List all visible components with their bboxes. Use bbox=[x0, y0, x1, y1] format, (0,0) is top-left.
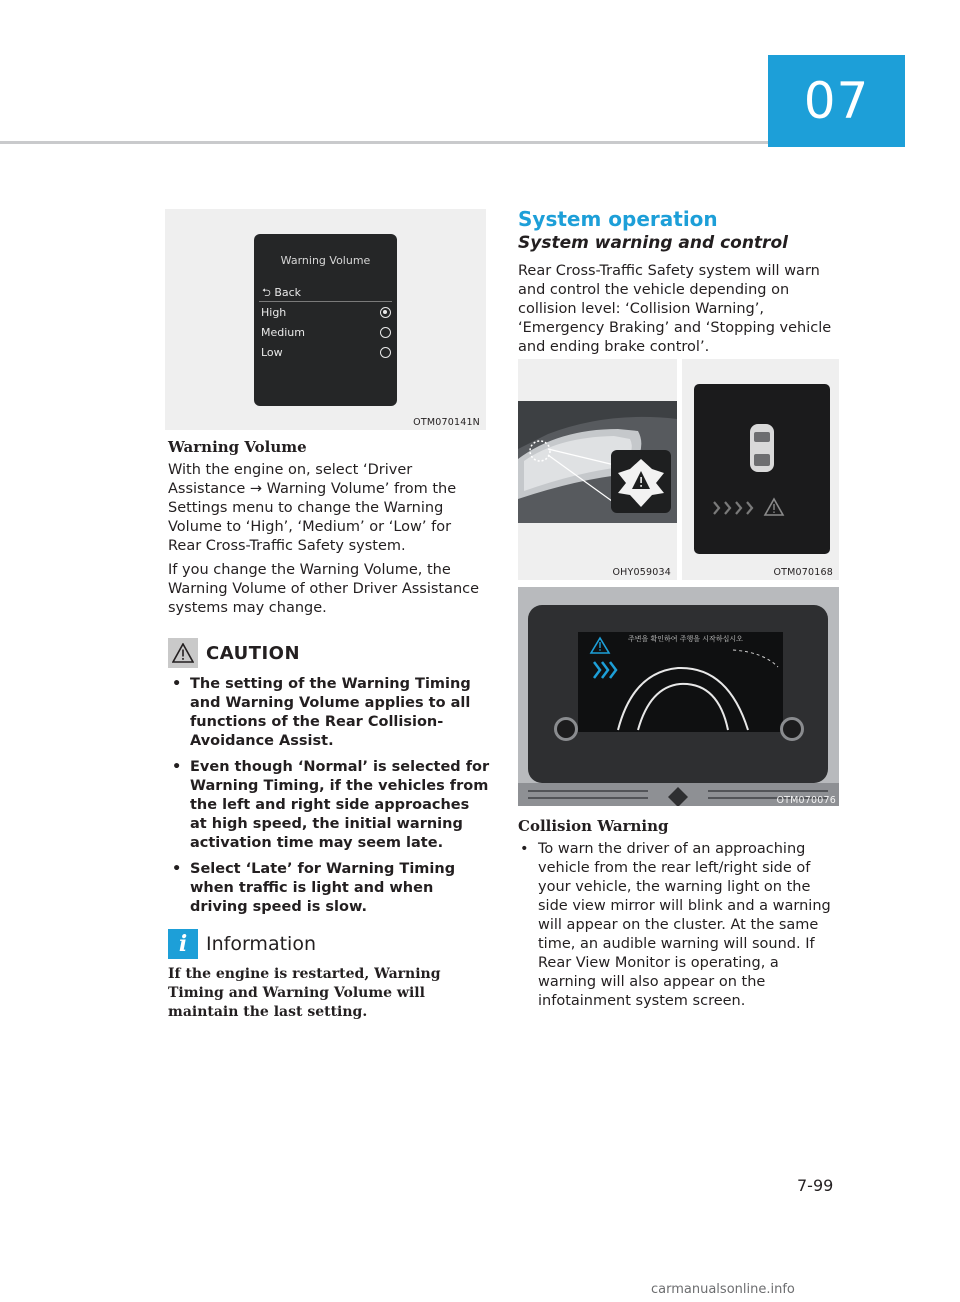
warning-volume-paragraph-2: If you change the Warning Volume, the Warning Volume of other Driver Assistance systems may change. bbox=[168, 562, 480, 616]
caution-item: • The setting of the Warning Timing and Warning Volume applies to all functions of the Rear Collision-Avoidance Assist. bbox=[172, 676, 471, 749]
screen-divider bbox=[259, 301, 392, 302]
right-knob bbox=[780, 717, 804, 741]
back-label: Back bbox=[274, 286, 302, 299]
information-icon: i bbox=[168, 929, 198, 959]
infotainment-display bbox=[578, 632, 783, 732]
display-message: 주변을 확인하여 주행을 시작하십시오 bbox=[628, 635, 743, 643]
approach-arrows-icon bbox=[594, 662, 616, 678]
watermark: carmanualsonline.info bbox=[651, 1282, 795, 1297]
caution-item: • Even though ‘Normal’ is selected for Warning Timing, if the vehicles from the left and right side approaches at high speed, the initial warning activation time may seem late. bbox=[172, 759, 490, 851]
section-title: System operation bbox=[518, 207, 718, 231]
figure-cluster-warning bbox=[682, 359, 839, 580]
warning-volume-heading: Warning Volume bbox=[168, 438, 307, 456]
radio-selected-icon bbox=[380, 307, 391, 318]
warning-volume-paragraph-1: With the engine on, select ‘Driver Assistance → Warning Volume’ from the Settings menu to change the Warning Volume to ‘High’, ‘Medium’ or ‘Low’ for Rear Cross-Traffic Safety system. bbox=[168, 462, 457, 554]
collision-warning-list bbox=[518, 840, 840, 1018]
caution-item: • Select ‘Late’ for Warning Timing when traffic is light and when driving speed is slow. bbox=[172, 861, 456, 915]
guide-lines bbox=[618, 668, 748, 730]
collision-warning-item: • To warn the driver of an approaching vehicle from the rear left/right side of your vehicle, the warning light on the side view mirror will blink and a warning will appear on the cluster. At the same time, an audible warning will sound. If Rear View Monitor is operating, a warning will also appear on the infotainment system screen. bbox=[520, 841, 831, 1009]
figure-code: OHY059034 bbox=[612, 567, 671, 578]
subsection-title: System warning and control bbox=[518, 233, 788, 253]
option-low bbox=[261, 346, 391, 359]
system-operation-intro: Rear Cross-Traffic Safety system will warn and control the vehicle depending on collision level: ‘Collision Warning’, ‘Emergency Braking’ and ‘Stopping vehicle and ending brake control’. bbox=[518, 263, 832, 355]
chapter-tab bbox=[768, 55, 905, 147]
information-label: Information bbox=[206, 933, 316, 955]
radio-unselected-icon bbox=[380, 347, 391, 358]
warning-triangle-icon bbox=[168, 638, 198, 668]
figure-infotainment-warning bbox=[518, 587, 839, 806]
cluster-panel bbox=[694, 384, 830, 554]
option-label: Low bbox=[261, 346, 283, 359]
option-label: Medium bbox=[261, 326, 305, 339]
vehicle-top-view-icon bbox=[750, 424, 774, 472]
caution-heading bbox=[168, 638, 300, 668]
option-high bbox=[261, 306, 391, 319]
approach-arrows-icon bbox=[714, 502, 752, 514]
header-rule bbox=[0, 141, 768, 144]
collision-warning-heading: Collision Warning bbox=[518, 817, 669, 835]
figure-code: OTM070076 bbox=[776, 795, 836, 806]
figure-side-mirror bbox=[518, 359, 677, 580]
radio-unselected-icon bbox=[380, 327, 391, 338]
cluster-settings-screen bbox=[254, 234, 397, 406]
warning-triangle-icon bbox=[765, 499, 783, 515]
back-arrow-icon: ⮌ bbox=[262, 286, 271, 299]
caution-label: CAUTION bbox=[206, 642, 301, 664]
caution-list bbox=[170, 675, 490, 924]
left-knob bbox=[554, 717, 578, 741]
warning-triangle-icon bbox=[591, 638, 609, 653]
option-label: High bbox=[261, 306, 287, 319]
figure-code: OTM070141N bbox=[413, 417, 480, 428]
figure-warning-volume bbox=[165, 209, 486, 430]
option-medium bbox=[261, 326, 391, 339]
information-text: If the engine is restarted, Warning Timing and Warning Volume will maintain the last setting. bbox=[168, 966, 441, 1020]
screen-title: Warning Volume bbox=[280, 254, 371, 267]
information-heading bbox=[168, 929, 316, 959]
side-mirror-illustration bbox=[518, 359, 677, 580]
chapter-number: 07 bbox=[803, 72, 870, 130]
page-number: 7-99 bbox=[797, 1176, 834, 1195]
figure-code: OTM070168 bbox=[773, 567, 833, 578]
